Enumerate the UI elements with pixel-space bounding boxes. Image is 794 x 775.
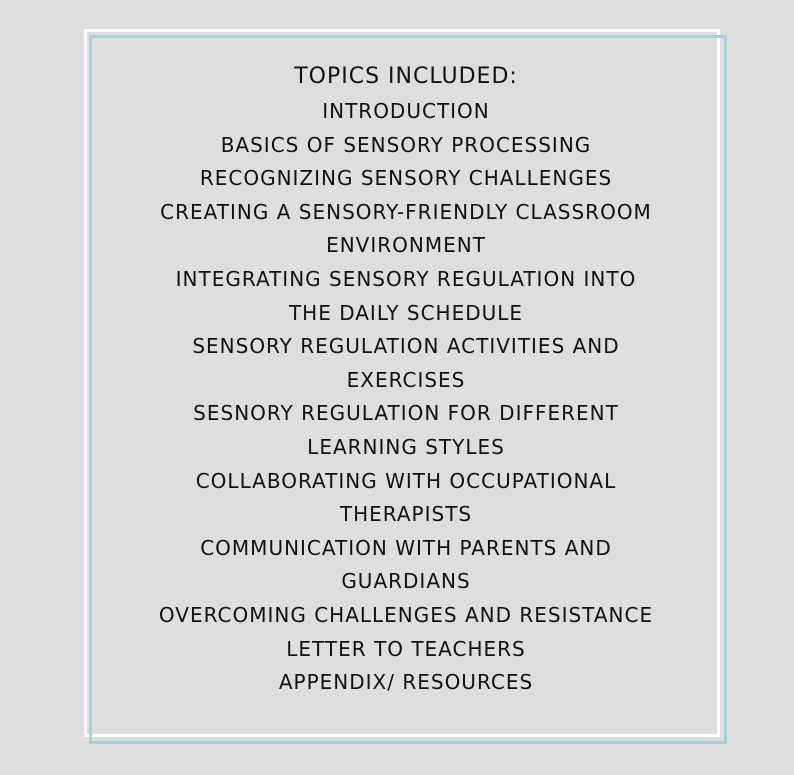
topic-line: SESNORY REGULATION FOR DIFFERENT	[193, 401, 619, 426]
topic-line: COLLABORATING WITH OCCUPATIONAL	[195, 468, 617, 493]
topic-line: GUARDIANS	[341, 569, 471, 594]
topic-line: COMMUNICATION WITH PARENTS AND	[200, 535, 612, 560]
topic-line: OVERCOMING CHALLENGES AND RESISTANCE	[158, 602, 654, 627]
topics-title: TOPICS INCLUDED:	[294, 64, 518, 89]
topic-line: INTEGRATING SENSORY REGULATION INTO	[175, 266, 637, 291]
topic-line: LETTER TO TEACHERS	[286, 636, 526, 661]
topic-line: BASICS OF SENSORY PROCESSING	[220, 132, 592, 157]
topic-line: LEARNING STYLES	[307, 434, 505, 459]
topic-line: SENSORY REGULATION ACTIVITIES AND	[192, 334, 620, 359]
topic-line: INTRODUCTION	[322, 99, 490, 123]
topic-line: EXERCISES	[346, 367, 466, 392]
topics-panel	[92, 58, 720, 700]
topics-list	[92, 95, 720, 700]
topic-line: ENVIRONMENT	[326, 233, 486, 258]
topic-line: THERAPISTS	[339, 502, 473, 527]
topic-line: CREATING A SENSORY-FRIENDLY CLASSROOM	[160, 199, 652, 224]
topic-line: APPENDIX/ RESOURCES	[278, 670, 534, 695]
topic-line: RECOGNIZING SENSORY CHALLENGES	[199, 166, 613, 191]
topic-line: THE DAILY SCHEDULE	[288, 300, 524, 325]
